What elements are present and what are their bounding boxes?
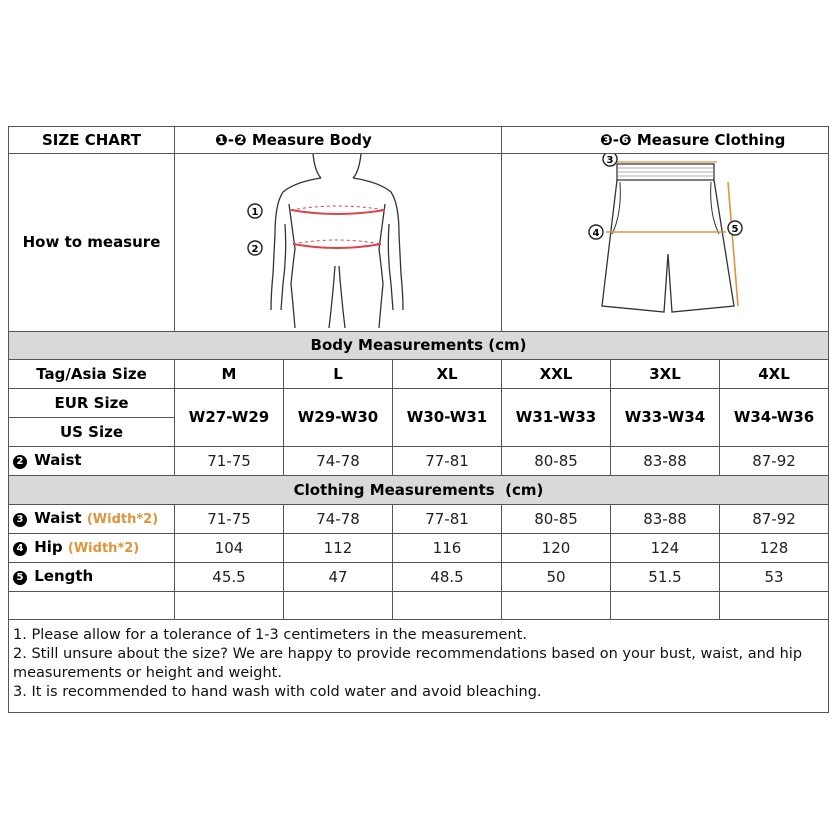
eur-us-cell: W27-W29: [175, 389, 284, 447]
body-waist-text: Waist: [34, 451, 82, 469]
size-cell: 3XL: [611, 360, 720, 389]
eur-us-cell: W34-W36: [720, 389, 829, 447]
size-cell: XXL: [502, 360, 611, 389]
body-marker-1: 1: [251, 207, 259, 218]
length-text: Length: [34, 567, 94, 585]
cloth-waist-cell: 83-88: [611, 505, 720, 534]
hip-cell: 124: [611, 534, 720, 563]
hip-cell: 128: [720, 534, 829, 563]
body-step-numbers: ❶-❷: [215, 130, 247, 149]
note-1: 1. Please allow for a tolerance of 1-3 centimeters in the measurement.: [13, 627, 527, 643]
number-3-icon: 3: [13, 513, 27, 527]
shorts-marker-4: 4: [592, 228, 600, 239]
eur-us-cell: W30-W31: [393, 389, 502, 447]
eur-us-cell: W29-W30: [284, 389, 393, 447]
hip-cell: 104: [175, 534, 284, 563]
width-note: (Width*2): [67, 541, 140, 556]
empty-cell: [284, 592, 393, 620]
size-chart-title: SIZE CHART: [9, 127, 175, 154]
length-cell: 53: [720, 563, 829, 592]
body-waist-cell: 71-75: [175, 447, 284, 476]
length-cell: 48.5: [393, 563, 502, 592]
length-cell: 51.5: [611, 563, 720, 592]
empty-cell: [393, 592, 502, 620]
width-note: (Width*2): [86, 512, 159, 527]
shorts-marker-5: 5: [731, 224, 739, 235]
empty-cell: [720, 592, 829, 620]
cloth-waist-label: [9, 505, 175, 534]
note-3: 3. It is recommended to hand wash with cold water and avoid bleaching.: [13, 684, 542, 700]
length-cell: 47: [284, 563, 393, 592]
body-waist-cell: 77-81: [393, 447, 502, 476]
body-figure-illustration: [175, 154, 502, 328]
cloth-waist-cell: 80-85: [502, 505, 611, 534]
number-4-icon: 4: [13, 542, 27, 556]
empty-cell: [175, 592, 284, 620]
hip-cell: 112: [284, 534, 393, 563]
cloth-waist-cell: 71-75: [175, 505, 284, 534]
size-cell: 4XL: [720, 360, 829, 389]
clothing-measurements-section: Clothing Measurements (cm): [9, 476, 829, 505]
body-waist-label: [9, 447, 175, 476]
cloth-waist-cell: 87-92: [720, 505, 829, 534]
measure-clothing-label: Measure Clothing: [636, 130, 786, 149]
clothing-step-numbers: ❸-❻: [600, 130, 632, 149]
how-to-measure-label: How to measure: [9, 154, 175, 332]
hip-label: [9, 534, 175, 563]
length-cell: 45.5: [175, 563, 284, 592]
body-waist-cell: 83-88: [611, 447, 720, 476]
note-2: 2. Still unsure about the size? We are happy to provide recommendations based on your bust, waist, and hip measurements or height and weight.: [13, 646, 803, 681]
measure-clothing-header: [502, 127, 829, 154]
length-label: [9, 563, 175, 592]
size-cell: L: [284, 360, 393, 389]
tag-size-label: Tag/Asia Size: [9, 360, 175, 389]
length-cell: 50: [502, 563, 611, 592]
body-marker-2: 2: [251, 244, 259, 255]
us-size-label: US Size: [9, 418, 175, 447]
empty-cell: [502, 592, 611, 620]
measure-body-header: [175, 127, 502, 154]
hip-text: Hip: [34, 538, 63, 556]
shorts-figure-illustration: [502, 154, 829, 328]
body-waist-cell: 80-85: [502, 447, 611, 476]
cloth-waist-text: Waist: [34, 509, 82, 527]
eur-us-cell: W31-W33: [502, 389, 611, 447]
size-cell: M: [175, 360, 284, 389]
shorts-marker-3: 3: [606, 155, 614, 166]
hip-cell: 116: [393, 534, 502, 563]
size-chart-table: [8, 126, 829, 713]
size-cell: XL: [393, 360, 502, 389]
shorts-figure-cell: [502, 154, 829, 332]
cloth-waist-cell: 77-81: [393, 505, 502, 534]
eur-size-label: EUR Size: [9, 389, 175, 418]
body-waist-cell: 74-78: [284, 447, 393, 476]
measure-body-label: Measure Body: [251, 130, 372, 149]
notes-cell: [9, 620, 829, 713]
body-measurements-section: Body Measurements (cm): [9, 332, 829, 360]
hip-cell: 120: [502, 534, 611, 563]
body-figure-cell: [175, 154, 502, 332]
empty-cell: [611, 592, 720, 620]
number-5-icon: 5: [13, 571, 27, 585]
eur-us-cell: W33-W34: [611, 389, 720, 447]
number-2-icon: 2: [13, 455, 27, 469]
body-waist-cell: 87-92: [720, 447, 829, 476]
empty-cell: [9, 592, 175, 620]
cloth-waist-cell: 74-78: [284, 505, 393, 534]
